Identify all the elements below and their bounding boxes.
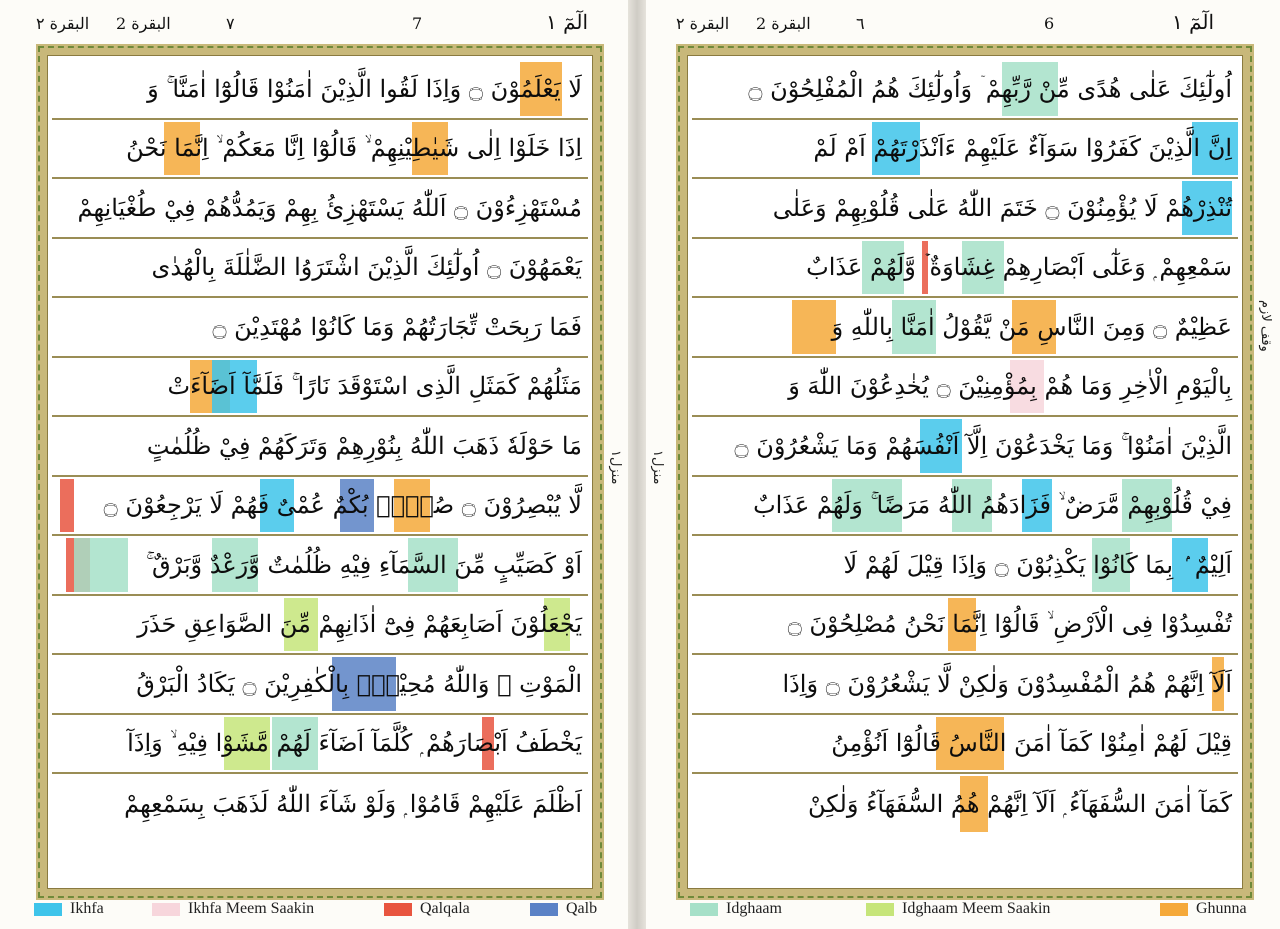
left-header-page-num: 7 (412, 14, 423, 33)
ayah-text: مُسْتَهْزِءُوْنَ ۝ اَللّٰهُ يَسْتَهْزِئُ بِهِمْ وَيَمُدُّهُمْ فِيْ طُغْيَانِهِمْ (77, 193, 582, 222)
right-header-page-num-ar: ٦ (856, 14, 865, 33)
right-line (692, 655, 1238, 715)
right-line (692, 596, 1238, 656)
left-line (52, 179, 588, 239)
ayah-text: الَّذِيْنَ اٰمَنُوْا ۚ وَمَا يَخْدَعُوْنَ اِلَّآ اَنْفُسَهُمْ وَمَا يَشْعُرُوْنَ ۝ (734, 431, 1232, 460)
left-line (52, 298, 588, 358)
legend-swatch (690, 903, 718, 916)
legend-label: Ghunna (1196, 900, 1247, 917)
right-line (692, 60, 1238, 120)
right-line (692, 417, 1238, 477)
ayah-text: تُنْذِرْهُمْ لَا يُؤْمِنُوْنَ ۝ خَتَمَ اللّٰهُ عَلٰى قُلُوْبِهِمْ وَعَلٰى (772, 193, 1232, 222)
ayah-text: بِالْيَوْمِ الْاٰخِرِ وَمَا هُمْ بِمُؤْمِنِيْنَ ۝ يُخٰدِعُوْنَ اللّٰهَ وَ (788, 372, 1232, 401)
legend-item (530, 900, 597, 918)
legend-label: Idghaam Meem Saakin (902, 900, 1051, 917)
right-line (692, 536, 1238, 596)
ayah-text: اَوْ كَصَيِّبٍ مِّنَ السَّمَآءِ فِيْهِ ظُلُمٰتٌ وَّرَعْدٌ وَّبَرْقٌ ۚ (146, 550, 582, 579)
ayah-text: قِيْلَ لَهُمْ اٰمِنُوْا كَمَآ اٰمَنَ النَّاسُ قَالُوْٓا اَنُؤْمِنُ (831, 729, 1232, 758)
waqf-lazim-note: وقف لازم (1258, 300, 1273, 352)
legend-swatch (34, 903, 62, 916)
left-line (52, 239, 588, 299)
ayah-text: كَمَآ اٰمَنَ السُّفَهَآءُ ۭ اَلَآ اِنَّهُمْ هُمُ السُّفَهَآءُ وَلٰكِنْ (808, 789, 1232, 818)
ayah-text: سَمْعِهِمْ ۭ وَعَلٰٓى اَبْصَارِهِمْ غِشَاوَةٌ ۡ وَّلَهُمْ عَذَابٌ (806, 253, 1232, 282)
right-line (692, 239, 1238, 299)
legend-label: Ikhfa (70, 900, 104, 917)
ayah-text: عَظِيْمٌ ۝ وَمِنَ النَّاسِ مَنْ يَّقُوْلُ اٰمَنَّا بِاللّٰهِ وَ (831, 312, 1232, 341)
left-line (52, 417, 588, 477)
ayah-text: تُفْسِدُوْا فِى الْاَرْضِ ۙ قَالُوْٓا اِنَّمَا نَحْنُ مُصْلِحُوْنَ ۝ (787, 610, 1232, 639)
ayah-text: اَظْلَمَ عَلَيْهِمْ قَامُوْا ۭ وَلَوْ شَآءَ اللّٰهُ لَذَهَبَ بِسَمْعِهِمْ (124, 789, 582, 818)
legend-swatch (1160, 903, 1188, 916)
right-manzil-note: منزل١ (650, 450, 665, 485)
left-line (52, 715, 588, 775)
left-manzil-note: منزل١ (608, 450, 623, 485)
legend-swatch (530, 903, 558, 916)
left-header-page-num-ar: ٧ (226, 14, 235, 33)
left-page-header (36, 8, 604, 38)
legend-item (152, 900, 314, 918)
ayah-text: لَّا يُبْصِرُوْنَ ۝ صُمٌّۢ بُكْمٌ عُمْىٌ فَهُمْ لَا يَرْجِعُوْنَ ۝ (103, 491, 582, 520)
ayah-text: يَعْمَهُوْنَ ۝ اُولٰٓئِكَ الَّذِيْنَ اشْتَرَوُا الضَّلٰلَةَ بِالْهُدٰى (151, 253, 582, 282)
right-line (692, 715, 1238, 775)
ayah-text: اِذَا خَلَوْا اِلٰى شَيٰطِيْنِهِمْ ۙ قَالُوْٓا اِنَّا مَعَكُمْ ۙ اِنَّمَا نَحْنُ (126, 134, 582, 163)
ayah-text: اَلَآ اِنَّهُمْ هُمُ الْمُفْسِدُوْنَ وَلٰكِنْ لَّا يَشْعُرُوْنَ ۝ وَاِذَا (782, 669, 1232, 698)
left-line (52, 596, 588, 656)
ayah-text: مَثَلُهُمْ كَمَثَلِ الَّذِى اسْتَوْقَدَ نَارًا ۚ فَلَمَّآ اَضَآءَتْ (167, 372, 582, 401)
ayah-text: فِيْ قُلُوْبِهِمْ مَّرَضٌ ۙ فَزَادَهُمُ اللّٰهُ مَرَضًا ۚ وَلَهُمْ عَذَابٌ (753, 491, 1232, 520)
ayah-text: لَا يَعْلَمُوْنَ ۝ وَاِذَا لَقُوا الَّذِيْنَ اٰمَنُوْا قَالُوْٓا اٰمَنَّا ۚ وَ (147, 74, 582, 103)
right-line (692, 179, 1238, 239)
ayah-text: فَمَا رَبِحَتْ تِّجَارَتُهُمْ وَمَا كَانُوْا مُهْتَدِيْنَ ۝ (212, 312, 582, 341)
left-line (52, 60, 588, 120)
right-page-header (676, 8, 1254, 38)
ayah-text: اُولٰٓئِكَ عَلٰى هُدًى مِّنْ رَّبِّهِمْ ۤ وَاُولٰٓئِكَ هُمُ الْمُفْلِحُوْنَ ۝ (748, 74, 1232, 103)
right-line (692, 477, 1238, 537)
ayah-text: يَجْعَلُوْنَ اَصَابِعَهُمْ فِىْٓ اٰذَانِهِمْ مِّنَ الصَّوَاعِقِ حَذَرَ (137, 610, 582, 639)
left-header-surah: 2 البقرة (116, 14, 171, 33)
right-header-surah-ar: البقرة ٢ (676, 14, 730, 33)
ayah-text: الْمَوْتِ ۭ وَاللّٰهُ مُحِيْطٌۢ بِالْكٰفِرِيْنَ ۝ يَكَادُ الْبَرْقُ (136, 669, 582, 698)
legend-swatch (866, 903, 894, 916)
left-line (52, 358, 588, 418)
right-line (692, 774, 1238, 834)
left-line (52, 774, 588, 834)
legend-item (384, 900, 470, 918)
right-header-surah: 2 البقرة (756, 14, 811, 33)
legend-swatch (152, 903, 180, 916)
left-header-para: الٓمٓ ۱ (546, 10, 589, 34)
legend-item (1160, 900, 1247, 918)
left-line (52, 477, 588, 537)
right-lines (692, 60, 1238, 884)
legend-item (690, 900, 782, 918)
right-line (692, 120, 1238, 180)
legend-label: Qalb (566, 900, 598, 917)
ayah-text: اِنَّ الَّذِيْنَ كَفَرُوْا سَوَآءٌ عَلَيْهِمْ ءَاَنْذَرْتَهُمْ اَمْ لَمْ (813, 134, 1232, 163)
left-text-frame (36, 44, 604, 900)
left-lines (52, 60, 588, 884)
legend-swatch (384, 903, 412, 916)
right-header-page-num: 6 (1044, 14, 1055, 33)
legend-label: Idghaam (726, 900, 782, 917)
ayah-text: اَلِيْمٌ ۢ بِمَا كَانُوْا يَكْذِبُوْنَ ۝ وَاِذَا قِيْلَ لَهُمْ لَا (843, 550, 1232, 579)
right-header-para: الٓمٓ ۱ (1172, 10, 1215, 34)
legend-item (866, 900, 1050, 918)
right-line (692, 358, 1238, 418)
legend-label: Qalqala (420, 900, 470, 917)
left-header-surah-ar: البقرة ٢ (36, 14, 90, 33)
left-line (52, 655, 588, 715)
right-text-frame (676, 44, 1254, 900)
ayah-text: مَا حَوْلَهٗ ذَهَبَ اللّٰهُ بِنُوْرِهِمْ وَتَرَكَهُمْ فِيْ ظُلُمٰتٍ (146, 431, 582, 460)
left-line (52, 120, 588, 180)
right-line (692, 298, 1238, 358)
left-line (52, 536, 588, 596)
book-gutter (628, 0, 646, 929)
legend-item (34, 900, 104, 918)
legend-label: Ikhfa Meem Saakin (188, 900, 315, 917)
ayah-text: يَخْطَفُ اَبْصَارَهُمْ ۭ كُلَّمَآ اَضَآءَ لَهُمْ مَّشَوْا فِيْهِ ۙ وَاِذَآ (127, 729, 582, 758)
